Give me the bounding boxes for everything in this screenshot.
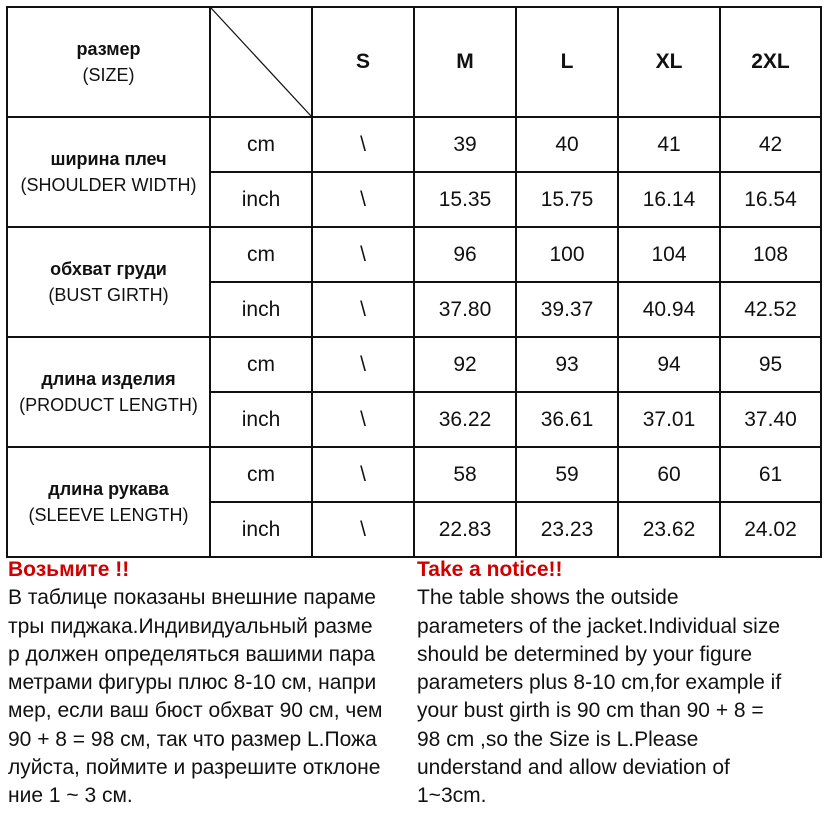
notice-en-title: Take a notice!! <box>417 558 563 581</box>
unit-cell: cm <box>210 117 312 172</box>
parameter-label-en: (SHOULDER WIDTH) <box>20 175 197 195</box>
value-cell: 92 <box>414 337 516 392</box>
value-cell: 24.02 <box>720 502 821 557</box>
measurement-row <box>7 227 821 282</box>
value-cell: \ <box>312 172 414 227</box>
value-cell: 96 <box>414 227 516 282</box>
parameter-label-ru: ширина плеч <box>50 149 167 169</box>
value-cell: 15.35 <box>414 172 516 227</box>
notice-en-body <box>417 584 821 810</box>
value-cell: \ <box>312 447 414 502</box>
parameter-label-en: (SLEEVE LENGTH) <box>28 505 189 525</box>
measurement-row <box>7 337 821 392</box>
value-cell: 108 <box>720 227 821 282</box>
size-header-en: (SIZE) <box>82 65 135 85</box>
parameter-label-ru: длина изделия <box>41 369 176 389</box>
parameter-label-en: (PRODUCT LENGTH) <box>19 395 198 415</box>
value-cell: 39 <box>414 117 516 172</box>
notice-line: The table shows the outside <box>417 586 679 610</box>
value-cell: 60 <box>618 447 720 502</box>
value-cell: 40.94 <box>618 282 720 337</box>
unit-cell: inch <box>210 502 312 557</box>
parameter-label-cell <box>7 337 210 447</box>
parameter-label-cell <box>7 447 210 557</box>
size-col-s: S <box>312 7 414 117</box>
value-cell: 16.54 <box>720 172 821 227</box>
value-cell: 100 <box>516 227 618 282</box>
value-cell: 40 <box>516 117 618 172</box>
notice-line: В таблице показаны внешние параме <box>8 586 376 610</box>
notice-line: should be determined by your figure <box>417 642 753 666</box>
notice-line: 98 cm ,so the Size is L.Please <box>417 727 699 751</box>
notice-line: 90 + 8 = 98 см, так что размер L.Пожа <box>8 727 377 751</box>
value-cell: 42 <box>720 117 821 172</box>
parameter-label-en: (BUST GIRTH) <box>48 285 169 305</box>
unit-cell: cm <box>210 227 312 282</box>
size-col-l: L <box>516 7 618 117</box>
parameter-label-cell <box>7 227 210 337</box>
value-cell: 37.01 <box>618 392 720 447</box>
notice-line: 1~3cm. <box>417 784 487 808</box>
notice-ru-body <box>8 584 408 810</box>
diagonal-line <box>211 8 311 116</box>
value-cell: 59 <box>516 447 618 502</box>
value-cell: 15.75 <box>516 172 618 227</box>
measurement-row <box>7 117 821 172</box>
value-cell: 36.22 <box>414 392 516 447</box>
notice-line: луйста, поймите и разрешите отклоне <box>8 756 381 780</box>
parameter-label-ru: длина рукава <box>48 479 169 499</box>
notice-line: тры пиджака.Индивидуальный разме <box>8 614 373 638</box>
notice-line: ние 1 ~ 3 см. <box>8 784 133 808</box>
value-cell: \ <box>312 337 414 392</box>
notice-line: parameters of the jacket.Individual size <box>417 614 781 638</box>
notice-ru-title: Возьмите !! <box>8 558 130 581</box>
value-cell: 37.80 <box>414 282 516 337</box>
value-cell: \ <box>312 227 414 282</box>
size-col-xl: XL <box>618 7 720 117</box>
unit-cell: inch <box>210 392 312 447</box>
notice-line: your bust girth is 90 cm than 90 + 8 = <box>417 699 764 723</box>
value-cell: 39.37 <box>516 282 618 337</box>
notice-line: метрами фигуры плюс 8-10 см, напри <box>8 671 377 695</box>
notice-line: understand and allow deviation of <box>417 756 730 780</box>
unit-cell: inch <box>210 172 312 227</box>
unit-cell: inch <box>210 282 312 337</box>
value-cell: 94 <box>618 337 720 392</box>
notice-ru <box>8 556 408 811</box>
value-cell: 36.61 <box>516 392 618 447</box>
size-col-2xl: 2XL <box>720 7 821 117</box>
value-cell: \ <box>312 392 414 447</box>
diagonal-corner-cell <box>210 7 312 117</box>
notice-en <box>417 556 821 811</box>
notice-line: мер, если ваш бюст обхват 90 см, чем <box>8 699 383 723</box>
value-cell: 42.52 <box>720 282 821 337</box>
value-cell: 23.62 <box>618 502 720 557</box>
parameter-label-ru: обхват груди <box>50 259 167 279</box>
value-cell: 37.40 <box>720 392 821 447</box>
notice-line: parameters plus 8-10 cm,for example if <box>417 671 782 695</box>
value-cell: 61 <box>720 447 821 502</box>
value-cell: \ <box>312 117 414 172</box>
value-cell: 41 <box>618 117 720 172</box>
size-chart-table <box>6 6 822 558</box>
unit-cell: cm <box>210 337 312 392</box>
value-cell: \ <box>312 502 414 557</box>
value-cell: 95 <box>720 337 821 392</box>
size-col-m: M <box>414 7 516 117</box>
measurement-row <box>7 447 821 502</box>
size-header-cell <box>7 7 210 117</box>
value-cell: 58 <box>414 447 516 502</box>
value-cell: 16.14 <box>618 172 720 227</box>
value-cell: 104 <box>618 227 720 282</box>
value-cell: \ <box>312 282 414 337</box>
value-cell: 22.83 <box>414 502 516 557</box>
value-cell: 23.23 <box>516 502 618 557</box>
parameter-label-cell <box>7 117 210 227</box>
table-body <box>7 117 821 557</box>
header-row <box>7 7 821 117</box>
size-header-ru: размер <box>76 39 141 59</box>
unit-cell: cm <box>210 447 312 502</box>
notice-line: р должен определяться вашими пара <box>8 642 376 666</box>
value-cell: 93 <box>516 337 618 392</box>
